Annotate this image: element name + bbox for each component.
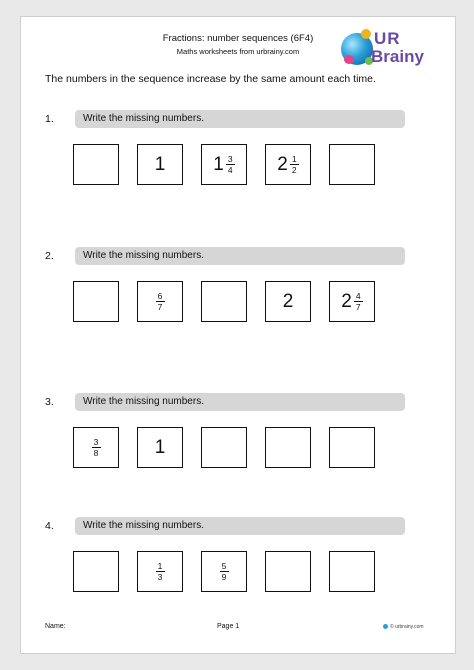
brand-dot-icon <box>383 624 388 629</box>
numerator: 1 <box>291 154 297 164</box>
urbrainy-logo <box>341 25 431 75</box>
box-content <box>330 282 374 321</box>
box-content <box>202 145 246 184</box>
page-subtitle: Maths worksheets from urbrainy.com <box>176 47 300 56</box>
question-instruction-bar: Write the missing numbers. <box>75 110 405 128</box>
given-number-box <box>137 144 183 185</box>
box-content <box>202 428 246 467</box>
question-instruction-bar: Write the missing numbers. <box>75 393 405 411</box>
numerator: 5 <box>221 561 227 571</box>
answer-box[interactable] <box>201 427 247 468</box>
logo-text-ur: UR <box>374 29 401 48</box>
answer-box[interactable] <box>73 144 119 185</box>
fraction-part <box>92 437 101 458</box>
whole-number: 2 <box>282 290 294 312</box>
given-number-box <box>137 281 183 322</box>
footer-site: © urbrainy.com <box>383 624 424 630</box>
given-number-box <box>265 281 311 322</box>
box-content <box>202 282 246 321</box>
question-number: 2. <box>45 250 54 262</box>
question-number: 4. <box>45 520 54 532</box>
given-number-box <box>137 551 183 592</box>
intro-text: The numbers in the sequence increase by the same amount each time. <box>45 73 376 85</box>
answer-box[interactable] <box>329 427 375 468</box>
answer-box[interactable] <box>201 281 247 322</box>
fraction-part <box>354 291 363 312</box>
given-number-box <box>201 551 247 592</box>
box-content <box>138 282 182 321</box>
fraction <box>156 561 165 582</box>
box-content <box>74 282 118 321</box>
fraction <box>92 437 101 458</box>
whole-part: 2 <box>341 290 352 312</box>
answer-box[interactable] <box>265 551 311 592</box>
numerator: 4 <box>355 291 361 301</box>
question-number: 1. <box>45 113 54 125</box>
box-content <box>138 428 182 467</box>
fraction <box>156 291 165 312</box>
whole-part: 1 <box>213 153 224 175</box>
numerator: 3 <box>227 154 233 164</box>
given-number-box <box>329 281 375 322</box>
box-content <box>74 428 118 467</box>
fraction <box>220 561 229 582</box>
box-content <box>202 552 246 591</box>
box-content <box>266 145 310 184</box>
fraction-part <box>156 291 165 312</box>
box-content <box>138 552 182 591</box>
numerator: 6 <box>157 291 163 301</box>
box-content <box>330 552 374 591</box>
answer-box[interactable] <box>329 551 375 592</box>
box-content <box>74 145 118 184</box>
box-content <box>138 145 182 184</box>
box-content <box>330 428 374 467</box>
box-content <box>74 552 118 591</box>
worksheet-page <box>20 16 456 654</box>
whole-part: 2 <box>277 153 288 175</box>
box-content <box>266 282 310 321</box>
box-content <box>266 552 310 591</box>
fraction-part <box>220 561 229 582</box>
answer-box[interactable] <box>329 144 375 185</box>
given-number-box <box>201 144 247 185</box>
fraction-part <box>226 154 235 175</box>
given-number-box <box>137 427 183 468</box>
whole-number: 1 <box>154 436 166 458</box>
mixed-number <box>213 154 235 176</box>
numerator: 3 <box>93 437 99 447</box>
footer-page-label: Page 1 <box>217 623 240 630</box>
box-content <box>330 145 374 184</box>
numerator: 1 <box>157 561 163 571</box>
denominator: 7 <box>157 302 163 312</box>
denominator: 8 <box>93 448 99 458</box>
mixed-number <box>341 291 363 313</box>
fraction-part <box>156 561 165 582</box>
question-instruction-bar: Write the missing numbers. <box>75 517 405 535</box>
question-instruction-bar: Write the missing numbers. <box>75 247 405 265</box>
denominator: 4 <box>227 165 233 175</box>
denominator: 9 <box>221 572 227 582</box>
question-number: 3. <box>45 396 54 408</box>
footer-name-label: Name: <box>45 623 66 630</box>
page-title: Fractions: number sequences (6F4) <box>162 33 314 44</box>
fraction-part <box>290 154 299 175</box>
given-number-box <box>73 427 119 468</box>
answer-box[interactable] <box>73 281 119 322</box>
answer-box[interactable] <box>265 427 311 468</box>
given-number-box <box>265 144 311 185</box>
denominator: 3 <box>157 572 163 582</box>
denominator: 7 <box>355 302 361 312</box>
logo-text-brainy: Brainy <box>371 47 424 66</box>
mixed-number <box>277 154 299 176</box>
box-content <box>266 428 310 467</box>
whole-number: 1 <box>154 153 166 175</box>
answer-box[interactable] <box>73 551 119 592</box>
denominator: 2 <box>291 165 297 175</box>
